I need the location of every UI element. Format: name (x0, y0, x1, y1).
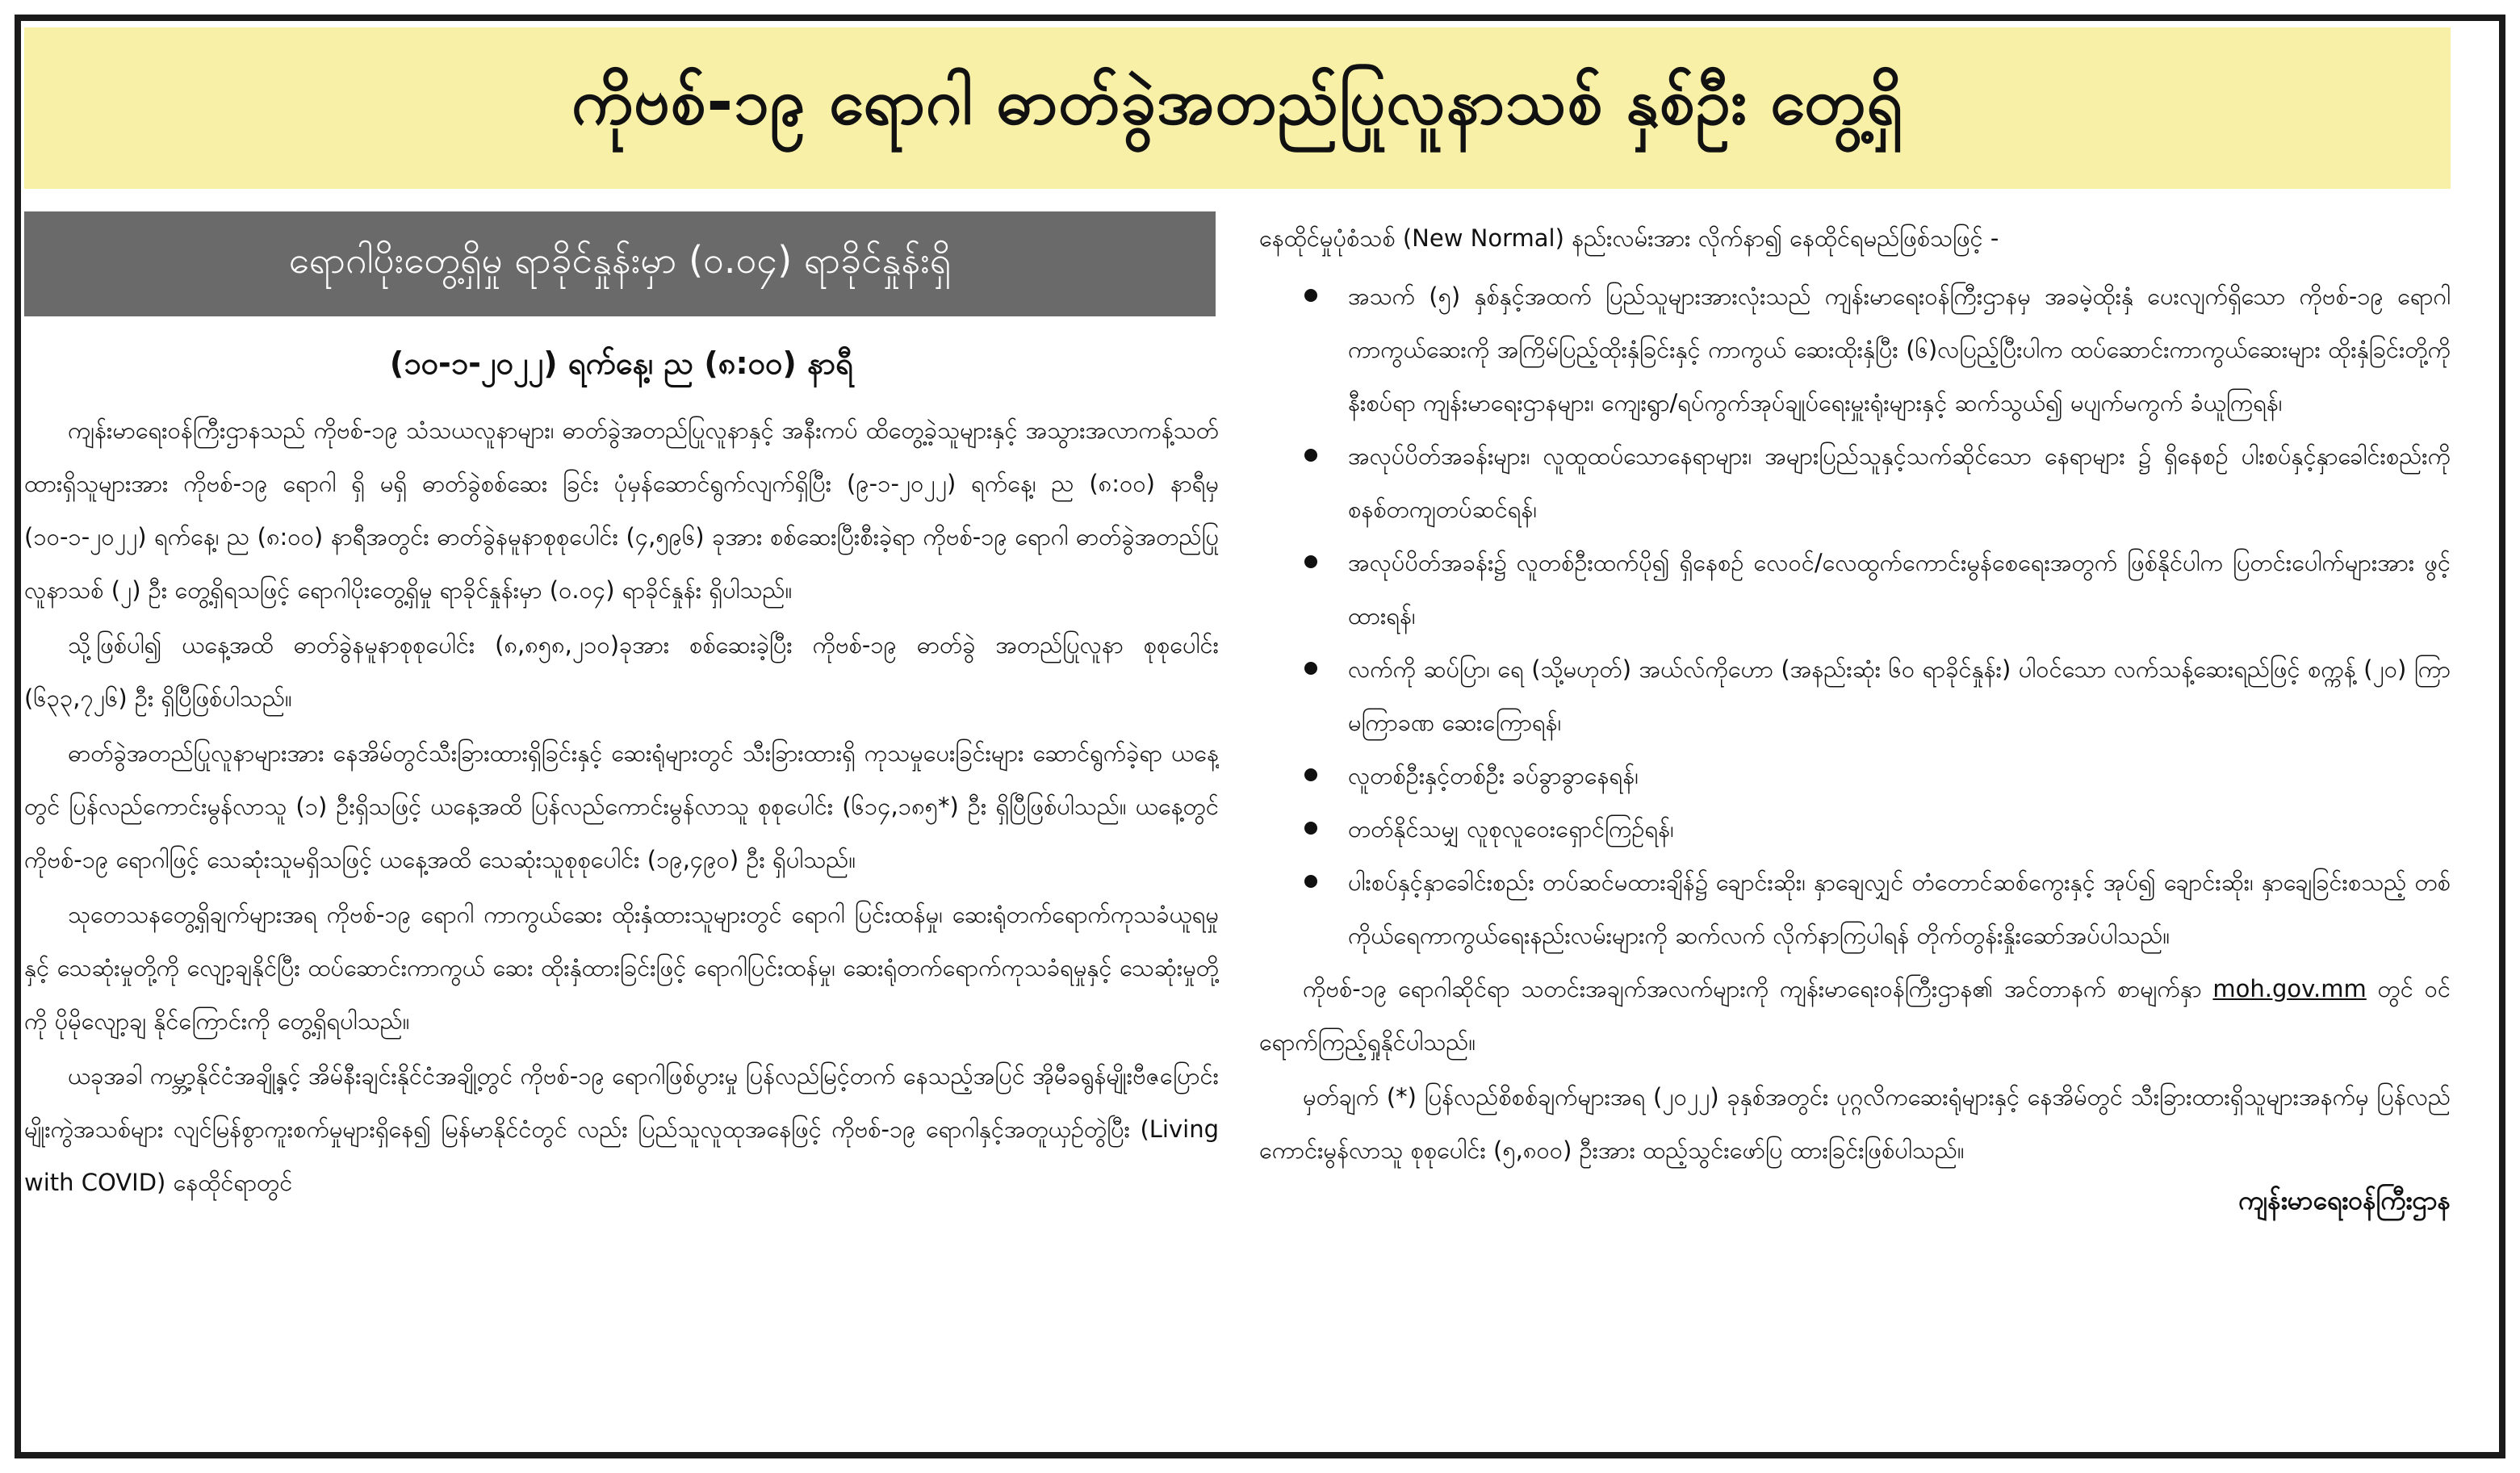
right-column (1259, 211, 2451, 1422)
list-item: တတ်နိုင်သမျှ လူစုလူဝေးရှောင်ကြဉ်ရန်၊ (1304, 802, 2451, 856)
paragraph: ကျန်းမာရေးဝန်ကြီးဌာနသည် ကိုဗစ်-၁၉ သံသယလူနာများ၊ ဓာတ်ခွဲအတည်ပြုလူနာနှင့် အနီးကပ် ထိတွေ့ခဲ့သူများနှင့် အသွားအလာကန့်သတ်ထားရှိသူများအား ကိုဗစ်-၁၉ ရောဂါ ရှိ မရှိ ဓာတ်ခွဲစစ်ဆေး ခြင်း ပုံမှန်ဆောင်ရွက်လျက်ရှိပြီး (၉-၁-၂၀၂၂) ရက်နေ့၊ ည (၈:၀၀) နာရီမှ (၁၀-၁-၂၀၂၂) ရက်နေ့၊ ည (၈:၀၀) နာရီအတွင်း ဓာတ်ခွဲနမူနာစုစုပေါင်း (၄,၅၉၆) ခုအား စစ်ဆေးပြီးစီးခဲ့ရာ ကိုဗစ်-၁၉ ရောဂါ ဓာတ်ခွဲအတည်ပြုလူနာသစ် (၂) ဦး တွေ့ရှိရသဖြင့် ရောဂါပိုးတွေ့ရှိမှု ရာခိုင်နှုန်းမှာ (၀.၀၄) ရာခိုင်နှုန်း ရှိပါသည်။ (24, 416, 1219, 604)
dateline: (၁၀-၁-၂၀၂၂) ရက်နေ့၊ ည (၈:၀၀) နာရီ (389, 345, 854, 381)
bullet-icon (1304, 555, 1317, 568)
website-link[interactable]: moh.gov.mm (2212, 975, 2367, 1002)
list-item: အလုပ်ပိတ်အခန်း၌ လူတစ်ဦးထက်ပို၍ ရှိနေစဉ် လေဝင်/လေထွက်ကောင်းမွန်စေရေးအတွက် ဖြစ်နိုင်ပါက ပြတင်းပေါက်များအား ဖွင့်ထားရန်၊ (1304, 536, 2451, 642)
paragraph: ဓာတ်ခွဲအတည်ပြုလူနာများအား နေအိမ်တွင်သီးခြားထားရှိခြင်းနှင့် ဆေးရုံများတွင် သီးခြားထားရှိ ကုသမှုပေးခြင်းများ ဆောင်ရွက်ခဲ့ရာ ယနေ့တွင် ပြန်လည်ကောင်းမွန်လာသူ (၁) ဦးရှိသဖြင့် ယနေ့အထိ ပြန်လည်ကောင်းမွန်လာသူ စုစုပေါင်း (၆၁၄,၁၈၅*) ဦး ရှိပြီဖြစ်ပါသည်။ ယနေ့တွင် ကိုဗစ်-၁၉ ရောဂါဖြင့် သေဆုံးသူမရှိသဖြင့် ယနေ့အထိ သေဆုံးသူစုစုပေါင်း (၁၉,၄၉၀) ဦး ရှိပါသည်။ (24, 739, 1219, 873)
list-item: လက်ကို ဆပ်ပြာ၊ ရေ (သို့မဟုတ်) အယ်လ်ကိုဟော (အနည်းဆုံး ၆၀ ရာခိုင်နှုန်း) ပါဝင်သော လက်သန့်ဆေးရည်ဖြင့် စက္ကန့် (၂၀) ကြာ မကြာခဏ ဆေးကြောရန်၊ (1304, 642, 2451, 749)
list-item: လူတစ်ဦးနှင့်တစ်ဦး ခပ်ခွာခွာနေရန်၊ (1304, 749, 2451, 802)
title-banner (24, 27, 2451, 189)
subheader-banner (24, 211, 1216, 316)
list-item: ပါးစပ်နှင့်နှာခေါင်းစည်း တပ်ဆင်မထားချိန်၌ ချောင်းဆိုး၊ နှာချေလျှင် တံတောင်ဆစ်ကွေးနှင့် အုပ်၍ ချောင်းဆိုး၊ နှာချေခြင်းစသည့် တစ်ကိုယ်ရေကာကွယ်ရေးနည်းလမ်းများကို ဆက်လက် လိုက်နာကြပါရန် တိုက်တွန်းနှိုးဆော်အပ်ပါသည်။ (1304, 856, 2451, 962)
left-column (24, 211, 1219, 1422)
paragraph: ယခုအခါ ကမ္ဘာ့နိုင်ငံအချို့နှင့် အိမ်နီးချင်းနိုင်ငံအချို့တွင် ကိုဗစ်-၁၉ ရောဂါဖြစ်ပွားမှု ပြန်လည်မြင့်တက် နေသည့်အပြင် အိုမီခရွန်မျိုးဗီဇပြောင်းမျိုးကွဲအသစ်များ လျင်မြန်စွာကူးစက်မှုများရှိနေ၍ မြန်မာနိုင်ငံတွင် လည်း ပြည်သူလူထုအနေဖြင့် ကိုဗစ်-၁၉ ရောဂါနှင့်အတူယှဉ်တွဲပြီး (Living with COVID) နေထိုင်ရာတွင် (24, 1062, 1219, 1196)
subheader-title: ရောဂါပိုးတွေ့ရှိမှု ရာခိုင်နှုန်းမှာ (၀.၀၄) ရာခိုင်နှုန်းရှိ (288, 237, 952, 282)
bullet-icon (1304, 768, 1317, 781)
bullet-icon (1304, 875, 1317, 888)
paragraph: သို့ဖြစ်ပါ၍ ယနေ့အထိ ဓာတ်ခွဲနမူနာစုစုပေါင်း (၈,၈၅၈,၂၁၀)ခုအား စစ်ဆေးခဲ့ပြီး ကိုဗစ်-၁၉ ဓာတ်ခွဲ အတည်ပြုလူနာ စုစုပေါင်း (၆၃၃,၇၂၆) ဦး ရှိပြီဖြစ်ပါသည်။ (24, 631, 1219, 712)
bullet-icon (1304, 662, 1317, 675)
bullet-icon (1304, 449, 1317, 462)
guideline-list (1304, 270, 2451, 962)
bullet-icon (1304, 289, 1317, 302)
lead-text: နေထိုင်မှုပုံစံသစ် (New Normal) နည်းလမ်းအား လိုက်နာ၍ နေထိုင်ရမည်ဖြစ်သဖြင့် - (1259, 224, 1999, 252)
info-paragraph: ကိုဗစ်-၁၉ ရောဂါဆိုင်ရာ သတင်းအချက်အလက်များကို ကျန်းမာရေးဝန်ကြီးဌာန၏ အင်တာနက် စာမျက်နှာ moh.gov.mm တွင် ဝင်ရောက်ကြည့်ရှုနိုင်ပါသည်။ (1259, 975, 2451, 1056)
paragraph: သုတေသနတွေ့ရှိချက်များအရ ကိုဗစ်-၁၉ ရောဂါ ကာကွယ်ဆေး ထိုးနှံထားသူများတွင် ရောဂါ ပြင်းထန်မှု၊ ဆေးရုံတက်ရောက်ကုသခံယူရမှုနှင့် သေဆုံးမှုတို့ကို လျော့ချနိုင်ပြီး ထပ်ဆောင်းကာကွယ် ဆေး ထိုးနှံထားခြင်းဖြင့် ရောဂါပြင်းထန်မှု၊ ဆေးရုံတက်ရောက်ကုသခံရမှုနှင့် သေဆုံးမှုတို့ကို ပိုမိုလျော့ချ နိုင်ကြောင်းကို တွေ့ရှိရပါသည်။ (24, 901, 1219, 1035)
bullet-icon (1304, 822, 1317, 835)
note-paragraph: မှတ်ချက် (*) ပြန်လည်စိစစ်ချက်များအရ (၂၀၂၂) ခုနှစ်အတွင်း ပုဂ္ဂလိကဆေးရုံများနှင့် နေအိမ်တွင် သီးခြားထားရှိသူများအနက်မှ ပြန်လည်ကောင်းမွန်လာသူ စုစုပေါင်း (၅,၈၀၀) ဦးအား ထည့်သွင်းဖော်ပြ ထားခြင်းဖြစ်ပါသည်။ (1259, 1083, 2451, 1164)
page-title: ကိုဗစ်-၁၉ ရောဂါ ဓာတ်ခွဲအတည်ပြုလူနာသစ် နှစ်ဦး တွေ့ရှိ (571, 65, 1904, 139)
list-item: အလုပ်ပိတ်အခန်းများ၊ လူထူထပ်သောနေရာများ၊ အများပြည်သူနှင့်သက်ဆိုင်သော နေရာများ ၌ ရှိနေစဉ် ပါးစပ်နှင့်နှာခေါင်းစည်းကို စနစ်တကျတပ်ဆင်ရန်၊ (1304, 429, 2451, 536)
signature: ကျန်းမာရေးဝန်ကြီးဌာန (2237, 1185, 2451, 1216)
list-item: အသက် (၅) နှစ်နှင့်အထက် ပြည်သူများအားလုံးသည် ကျန်းမာရေးဝန်ကြီးဌာနမှ အခမဲ့ထိုးနှံ ပေးလျက်ရှိသော ကိုဗစ်-၁၉ ရောဂါ ကာကွယ်ဆေးကို အကြိမ်ပြည့်ထိုးနှံခြင်းနှင့် ကာကွယ် ဆေးထိုးနှံပြီး (၆)လပြည့်ပြီးပါက ထပ်ဆောင်းကာကွယ်ဆေးများ ထိုးနှံခြင်းတို့ကို နီးစပ်ရာ ကျန်းမာရေးဌာနများ၊ ကျေးရွာ/ရပ်ကွက်အုပ်ချုပ်ရေးမှူးရုံးများနှင့် ဆက်သွယ်၍ မပျက်မကွက် ခံယူကြရန်၊ (1304, 270, 2451, 429)
